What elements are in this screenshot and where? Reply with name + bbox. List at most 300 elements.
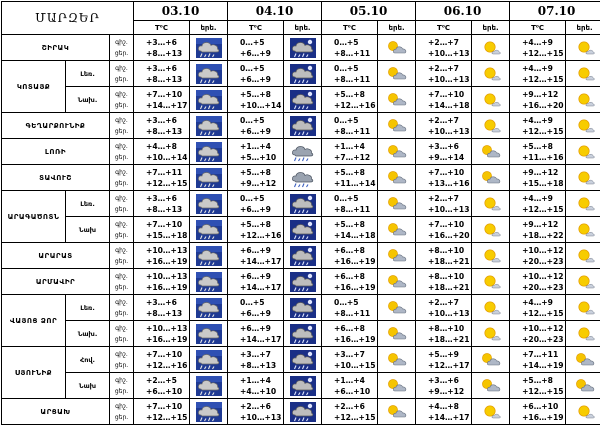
temperature-range <box>510 321 566 347</box>
rain-icon <box>190 220 227 240</box>
weather-cell <box>190 399 228 425</box>
time-of-day-labels <box>110 191 134 217</box>
day-temp: +18…+21 <box>428 256 470 266</box>
forecast-sheet <box>1 1 599 436</box>
day-label: ցեր. <box>114 361 129 369</box>
day-label: ցեր. <box>114 101 129 109</box>
day-temp: +12…+15 <box>146 178 188 188</box>
weather-cell <box>190 321 228 347</box>
night-temp: +3…+6 <box>146 37 177 47</box>
sunny-icon <box>472 272 509 292</box>
temperature-range <box>228 165 284 191</box>
weather-cell <box>190 217 228 243</box>
rain-icon <box>190 38 227 58</box>
temperature-range <box>510 35 566 61</box>
time-of-day-labels <box>110 35 134 61</box>
partly-sunny-icon <box>378 142 415 162</box>
day-temp: +8…+13 <box>240 360 277 370</box>
night-temp: +10…+13 <box>146 245 188 255</box>
weather-cell <box>472 87 510 113</box>
weather-cell <box>284 165 322 191</box>
day-temp: +15…+18 <box>522 178 564 188</box>
temperature-range <box>134 217 190 243</box>
day-temp: +16…+19 <box>334 256 376 266</box>
rain-night-icon <box>284 272 321 292</box>
night-label: գիշ. <box>115 116 128 124</box>
weather-cell <box>566 139 600 165</box>
day-temp: +7…+12 <box>334 152 371 162</box>
temperature-range <box>228 191 284 217</box>
forecast-row <box>2 165 600 191</box>
regions-header: ՄԱՐԶԵՐ <box>2 2 134 35</box>
night-temp: +6…+9 <box>240 245 271 255</box>
weather-cell <box>472 347 510 373</box>
day-label: ցեր. <box>114 335 129 343</box>
day-temp: +12…+15 <box>522 308 564 318</box>
day-temp: +12…+15 <box>334 412 376 422</box>
day-temp: +10…+15 <box>334 360 376 370</box>
weather-cell <box>566 35 600 61</box>
temperature-range <box>510 269 566 295</box>
temperature-range <box>322 61 378 87</box>
rain-night-icon <box>284 376 321 396</box>
temperature-range <box>416 243 472 269</box>
subregion-label: Լեռ. <box>66 295 110 321</box>
night-temp: 0…+5 <box>334 115 359 125</box>
day-temp: +11…+16 <box>522 152 564 162</box>
temperature-range <box>134 243 190 269</box>
region-name: ԱՐՄԱՎԻՐ <box>2 269 110 295</box>
temperature-range <box>228 295 284 321</box>
temperature-range <box>134 35 190 61</box>
night-temp: 0…+5 <box>334 193 359 203</box>
temperature-range <box>510 113 566 139</box>
forecast-row <box>2 35 600 61</box>
rain-night-icon <box>284 90 321 110</box>
weather-cell <box>378 399 416 425</box>
weather-cell <box>190 347 228 373</box>
partly-sunny-icon <box>378 220 415 240</box>
temperature-range <box>228 243 284 269</box>
night-temp: +7…+10 <box>428 219 465 229</box>
temperature-range <box>416 269 472 295</box>
subregion-label: Նախ <box>66 217 110 243</box>
rain-night-icon <box>284 220 321 240</box>
day-temp: +16…+20 <box>428 230 470 240</box>
day-temp: +16…+20 <box>522 100 564 110</box>
temperature-range <box>134 139 190 165</box>
forecast-row <box>2 87 600 113</box>
day-label: ցեր. <box>114 205 129 213</box>
night-temp: +10…+13 <box>146 323 188 333</box>
temperature-range <box>416 87 472 113</box>
rain-night-icon <box>284 402 321 422</box>
temperature-range <box>416 321 472 347</box>
sunny-icon <box>566 142 600 162</box>
weather-cell <box>284 399 322 425</box>
rain-icon <box>190 350 227 370</box>
night-temp: +4…+9 <box>522 37 553 47</box>
temperature-range <box>322 217 378 243</box>
night-temp: +6…+9 <box>240 323 271 333</box>
rain-night-icon <box>284 194 321 214</box>
weather-cell <box>472 269 510 295</box>
night-label: գիշ. <box>115 298 128 306</box>
weather-cell <box>378 295 416 321</box>
weather-col-header: երե. <box>190 21 228 35</box>
weather-cell <box>566 321 600 347</box>
day-temp: +5…+10 <box>240 152 277 162</box>
sunny-icon <box>566 116 600 136</box>
temperature-col-header: T⁰C <box>510 21 566 35</box>
day-temp: +12…+16 <box>146 360 188 370</box>
temperature-range <box>322 191 378 217</box>
weather-cell <box>378 373 416 399</box>
night-temp: +8…+10 <box>428 245 465 255</box>
weather-cell <box>472 243 510 269</box>
night-label: գիշ. <box>115 64 128 72</box>
rain-icon <box>190 168 227 188</box>
sunny-icon <box>472 194 509 214</box>
night-temp: +1…+4 <box>334 375 365 385</box>
day-temp: +12…+17 <box>428 360 470 370</box>
night-temp: +6…+8 <box>334 271 365 281</box>
forecast-row <box>2 399 600 425</box>
day-temp: +6…+10 <box>334 386 371 396</box>
rain-icon <box>190 246 227 266</box>
night-temp: +2…+7 <box>428 115 459 125</box>
subregion-label: Նախ <box>66 373 110 399</box>
night-label: գիշ. <box>115 38 128 46</box>
time-of-day-labels <box>110 269 134 295</box>
weather-cell <box>566 373 600 399</box>
forecast-row <box>2 295 600 321</box>
day-temp: +8…+13 <box>146 308 183 318</box>
night-temp: +5…+8 <box>522 141 553 151</box>
temperature-range <box>228 113 284 139</box>
weather-cell <box>566 269 600 295</box>
day-temp: +16…+19 <box>146 282 188 292</box>
date-header: 06.10 <box>416 2 510 21</box>
day-temp: +12…+15 <box>522 126 564 136</box>
weather-cell <box>378 347 416 373</box>
temperature-range <box>134 321 190 347</box>
temperature-range <box>322 295 378 321</box>
subregion-label: Նախ. <box>66 87 110 113</box>
day-label: ցեր. <box>114 179 129 187</box>
sunny-icon <box>566 194 600 214</box>
rain-night-icon <box>284 324 321 344</box>
rain-night-icon <box>284 298 321 318</box>
temperature-col-header: T⁰C <box>416 21 472 35</box>
time-of-day-labels <box>110 113 134 139</box>
partly-sunny-icon <box>378 350 415 370</box>
weather-cell <box>190 165 228 191</box>
forecast-row <box>2 113 600 139</box>
day-temp: +8…+13 <box>146 48 183 58</box>
temperature-range <box>416 113 472 139</box>
temperature-range <box>510 217 566 243</box>
partly-sunny-icon <box>378 402 415 422</box>
day-temp: +15…+18 <box>146 230 188 240</box>
time-of-day-labels <box>110 399 134 425</box>
day-label: ցեր. <box>114 153 129 161</box>
partly-sunny-icon <box>378 64 415 84</box>
night-label: գիշ. <box>115 272 128 280</box>
forecast-row <box>2 243 600 269</box>
night-temp: +6…+9 <box>240 271 271 281</box>
partly-sunny-icon <box>378 298 415 318</box>
night-label: գիշ. <box>115 168 128 176</box>
temperature-range <box>134 295 190 321</box>
sunny-icon <box>566 246 600 266</box>
night-temp: +3…+6 <box>428 375 459 385</box>
rain-night-icon <box>284 350 321 370</box>
rain-cloud-icon <box>284 142 321 162</box>
weather-cell <box>566 243 600 269</box>
rain-icon <box>190 64 227 84</box>
temperature-range <box>228 217 284 243</box>
region-name: ԱՐԱՐԱՏ <box>2 243 110 269</box>
day-temp: +8…+11 <box>334 308 371 318</box>
day-temp: +8…+11 <box>334 204 371 214</box>
night-temp: +4…+9 <box>522 115 553 125</box>
sunny-icon <box>472 90 509 110</box>
forecast-row <box>2 321 600 347</box>
day-temp: +8…+13 <box>146 204 183 214</box>
night-temp: 0…+5 <box>334 63 359 73</box>
weather-cell <box>472 61 510 87</box>
night-label: գիշ. <box>115 220 128 228</box>
night-temp: +7…+10 <box>428 89 465 99</box>
temperature-range <box>510 373 566 399</box>
partly-sunny-icon <box>472 168 509 188</box>
weather-cell <box>190 373 228 399</box>
day-temp: +6…+9 <box>240 204 271 214</box>
weather-cell <box>472 165 510 191</box>
night-temp: +3…+7 <box>240 349 271 359</box>
time-of-day-labels <box>110 165 134 191</box>
weather-cell <box>472 295 510 321</box>
partly-sunny-icon <box>378 116 415 136</box>
day-temp: +11…+14 <box>334 178 376 188</box>
day-temp: +16…+19 <box>146 256 188 266</box>
temperature-range <box>322 373 378 399</box>
day-label: ցեր. <box>114 387 129 395</box>
temperature-range <box>510 139 566 165</box>
temperature-range <box>510 165 566 191</box>
day-temp: +10…+13 <box>428 74 470 84</box>
temperature-range <box>322 87 378 113</box>
temperature-range <box>228 87 284 113</box>
temperature-range <box>322 269 378 295</box>
temperature-range <box>416 217 472 243</box>
day-label: ցեր. <box>114 413 129 421</box>
night-temp: +5…+8 <box>522 375 553 385</box>
rain-icon <box>190 142 227 162</box>
day-temp: +9…+14 <box>428 152 465 162</box>
rain-icon <box>190 272 227 292</box>
sunny-icon <box>566 272 600 292</box>
night-temp: +1…+4 <box>240 141 271 151</box>
sunny-icon <box>472 402 509 422</box>
partly-sunny-icon <box>378 38 415 58</box>
sunny-icon <box>566 168 600 188</box>
day-temp: +16…+19 <box>146 334 188 344</box>
weather-cell <box>284 35 322 61</box>
night-temp: +7…+11 <box>146 167 183 177</box>
temperature-range <box>134 399 190 425</box>
temperature-range <box>322 243 378 269</box>
sunny-icon <box>472 64 509 84</box>
date-header: 05.10 <box>322 2 416 21</box>
weather-cell <box>378 113 416 139</box>
day-temp: +12…+15 <box>522 386 564 396</box>
rain-icon <box>190 376 227 396</box>
sunny-icon <box>472 220 509 240</box>
weather-cell <box>284 295 322 321</box>
day-temp: +14…+19 <box>522 360 564 370</box>
day-temp: +14…+18 <box>334 230 376 240</box>
rain-icon <box>190 116 227 136</box>
weather-cell <box>190 113 228 139</box>
region-name: ԿՈՏԱՅՔ <box>2 61 66 113</box>
night-temp: +4…+9 <box>522 297 553 307</box>
weather-cell <box>378 35 416 61</box>
weather-cell <box>472 373 510 399</box>
weather-cell <box>284 269 322 295</box>
time-of-day-labels <box>110 87 134 113</box>
night-temp: +5…+8 <box>334 167 365 177</box>
temperature-range <box>134 191 190 217</box>
night-temp: +1…+4 <box>240 375 271 385</box>
day-temp: +14…+17 <box>240 282 282 292</box>
night-temp: +8…+10 <box>428 323 465 333</box>
day-temp: +12…+15 <box>522 204 564 214</box>
temperature-range <box>322 399 378 425</box>
day-temp: +6…+9 <box>240 74 271 84</box>
date-header: 03.10 <box>134 2 228 21</box>
forecast-row <box>2 269 600 295</box>
night-temp: +7…+10 <box>146 401 183 411</box>
rain-icon <box>190 402 227 422</box>
day-temp: +10…+14 <box>146 152 188 162</box>
region-name: ԱՐՑԱԽ <box>2 399 110 425</box>
temperature-range <box>416 373 472 399</box>
day-temp: +4…+10 <box>240 386 277 396</box>
day-temp: +12…+15 <box>522 48 564 58</box>
temperature-range <box>228 321 284 347</box>
day-label: ցեր. <box>114 309 129 317</box>
temperature-range <box>228 139 284 165</box>
partly-sunny-icon <box>378 90 415 110</box>
night-temp: +3…+7 <box>334 349 365 359</box>
day-temp: +13…+16 <box>428 178 470 188</box>
forecast-row <box>2 373 600 399</box>
weather-cell <box>566 191 600 217</box>
night-label: գիշ. <box>115 142 128 150</box>
day-temp: +6…+9 <box>240 48 271 58</box>
day-temp: +20…+23 <box>522 282 564 292</box>
day-temp: +16…+19 <box>334 334 376 344</box>
partly-sunny-icon <box>472 350 509 370</box>
temperature-range <box>228 61 284 87</box>
night-temp: 0…+5 <box>240 297 265 307</box>
weather-cell <box>378 139 416 165</box>
day-temp: +8…+11 <box>334 48 371 58</box>
region-name: ԼՈՌԻ <box>2 139 110 165</box>
day-temp: +12…+16 <box>334 100 376 110</box>
partly-sunny-icon <box>378 168 415 188</box>
temperature-range <box>134 269 190 295</box>
weather-cell <box>190 295 228 321</box>
temperature-range <box>510 295 566 321</box>
night-label: գիշ. <box>115 194 128 202</box>
day-temp: +10…+13 <box>428 126 470 136</box>
night-temp: +9…+12 <box>522 167 559 177</box>
temperature-col-header: T⁰C <box>322 21 378 35</box>
weather-cell <box>284 321 322 347</box>
temperature-range <box>228 399 284 425</box>
forecast-row <box>2 217 600 243</box>
day-temp: +8…+13 <box>146 74 183 84</box>
weather-cell <box>378 61 416 87</box>
night-temp: +4…+9 <box>522 193 553 203</box>
forecast-row <box>2 347 600 373</box>
temperature-range <box>510 87 566 113</box>
night-temp: +1…+4 <box>334 141 365 151</box>
weather-cell <box>190 243 228 269</box>
weather-cell <box>378 321 416 347</box>
rain-night-icon <box>284 64 321 84</box>
night-temp: 0…+5 <box>240 193 265 203</box>
night-temp: 0…+5 <box>240 63 265 73</box>
night-temp: +2…+7 <box>428 37 459 47</box>
rain-icon <box>190 90 227 110</box>
night-temp: +3…+6 <box>146 115 177 125</box>
day-label: ցեր. <box>114 75 129 83</box>
weather-cell <box>472 321 510 347</box>
night-temp: +6…+8 <box>334 245 365 255</box>
day-label: ցեր. <box>114 257 129 265</box>
partly-sunny-icon <box>472 142 509 162</box>
weather-cell <box>566 217 600 243</box>
temperature-range <box>134 165 190 191</box>
night-temp: 0…+5 <box>240 115 265 125</box>
temperature-range <box>416 191 472 217</box>
temperature-range <box>416 347 472 373</box>
day-temp: +20…+23 <box>522 256 564 266</box>
temperature-range <box>416 399 472 425</box>
day-label: ցեր. <box>114 283 129 291</box>
temperature-range <box>322 113 378 139</box>
temperature-range <box>134 347 190 373</box>
day-temp: +9…+12 <box>428 386 465 396</box>
temperature-range <box>322 139 378 165</box>
weather-cell <box>284 217 322 243</box>
weather-cell <box>284 191 322 217</box>
partly-sunny-icon <box>378 324 415 344</box>
time-of-day-labels <box>110 373 134 399</box>
partly-sunny-icon <box>566 376 600 396</box>
night-label: գիշ. <box>115 402 128 410</box>
night-label: գիշ. <box>115 324 128 332</box>
night-temp: +3…+6 <box>146 297 177 307</box>
day-temp: +16…+19 <box>334 282 376 292</box>
temperature-range <box>416 139 472 165</box>
sunny-icon <box>566 64 600 84</box>
day-temp: +9…+12 <box>240 178 277 188</box>
